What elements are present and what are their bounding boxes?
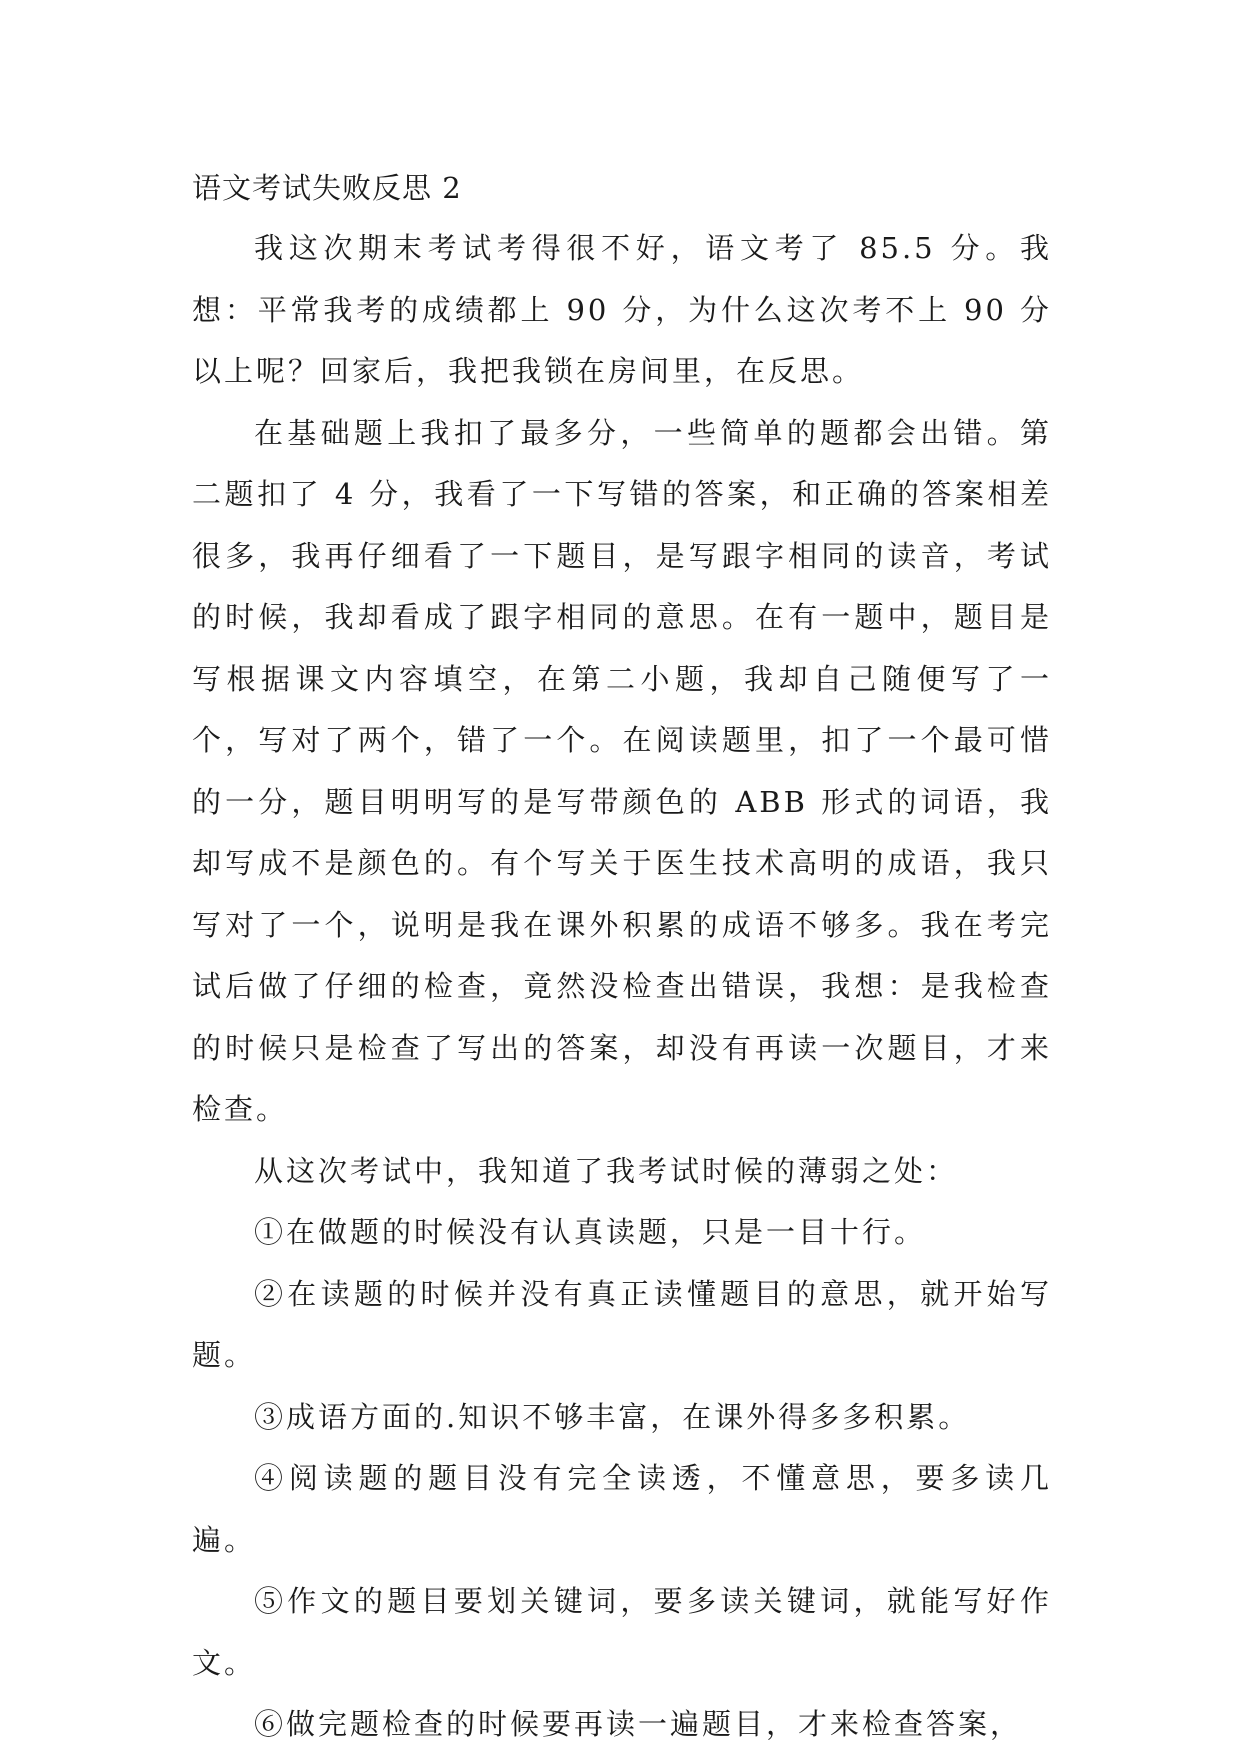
list-item-5: ⑤作文的题目要划关键词，要多读关键词，就能写好作文。	[192, 1584, 1052, 1680]
document-title: 语文考试失败反思 2	[192, 171, 462, 205]
paragraph-analysis: 在基础题上我扣了最多分，一些简单的题都会出错。第二题扣了 4 分，我看了一下写错的答案，和正确的答案相差很多，我再仔细看了一下题目，是写跟字相同的读音，考试的时候，我却看成了跟字相同的意思。在有一题中，题目是写根据课文内容填空，在第二小题，我却自己随便写了一个，写对了两个，错了一个。在阅读题里，扣了一个最可惜的一分，题目明明写的是写带颜色的 ABB 形式的词语，我却写成不是颜色的。有个写关于医生技术高明的成语，我只写对了一个，说明是我在课外积累的成语不够多。我在考完试后做了仔细的检查，竟然没检查出错误，我想：是我检查的时候只是检查了写出的答案，却没有再读一次题目，才来检查。	[192, 415, 1052, 1126]
paragraph-intro: 我这次期末考试考得很不好，语文考了 85.5 分。我想：平常我考的成绩都上 90 分，为什么这次考不上 90 分以上呢？回家后，我把我锁在房间里，在反思。	[192, 231, 1052, 388]
paragraph-weakness-intro: 从这次考试中，我知道了我考试时候的薄弱之处：	[254, 1153, 959, 1188]
list-item-3: ③成语方面的.知识不够丰富，在课外得多多积累。	[254, 1399, 971, 1434]
list-item-2: ②在读题的时候并没有真正读懂题目的意思，就开始写题。	[192, 1276, 1052, 1372]
document-body	[192, 158, 1052, 1756]
list-item-4: ④阅读题的题目没有完全读透，不懂意思，要多读几遍。	[192, 1461, 1052, 1557]
list-item-6: ⑥做完题检查的时候要再读一遍题目，才来检查答案，	[254, 1707, 1023, 1741]
list-item-1: ①在做题的时候没有认真读题，只是一目十行。	[254, 1215, 927, 1249]
